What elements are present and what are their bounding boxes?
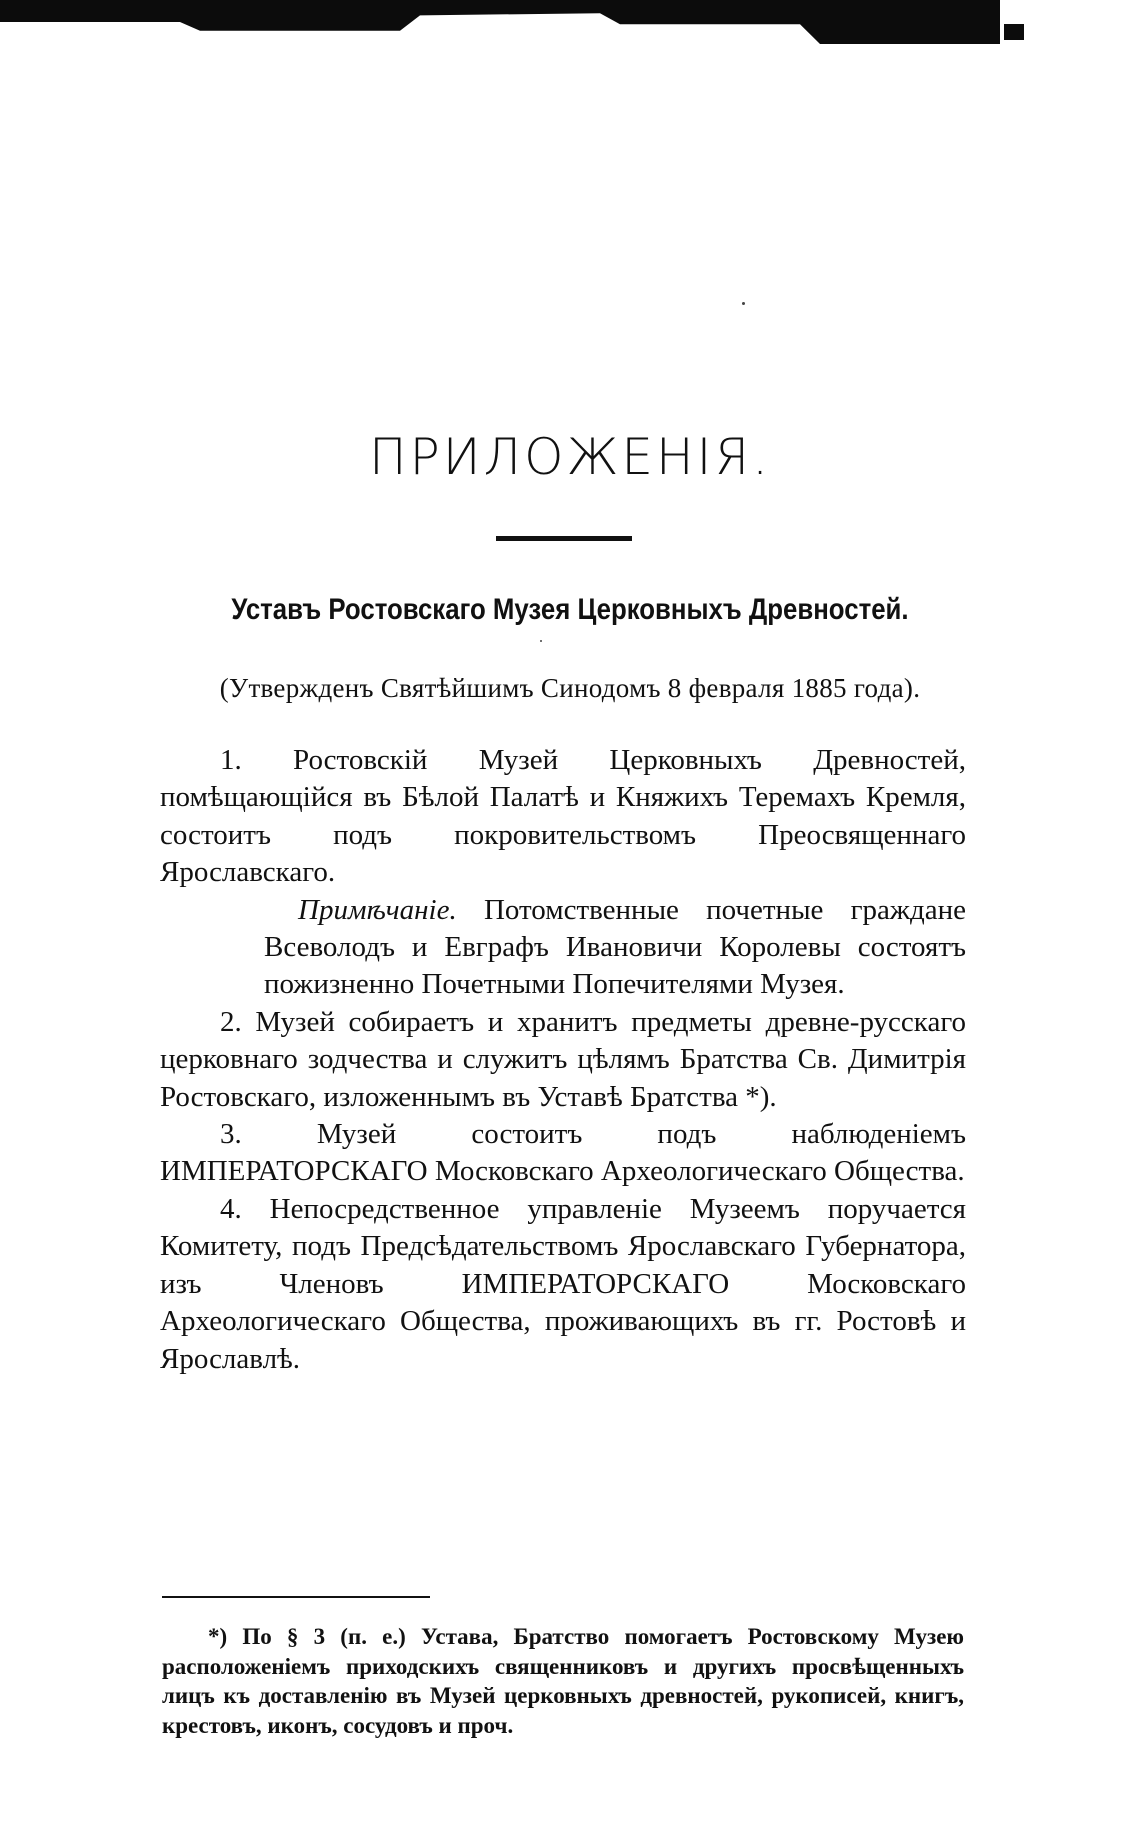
scan-artifact-mark	[1004, 24, 1024, 40]
paragraph-1: 1. Ростовскій Музей Церковныхъ Древностей, помѣщающійся въ Бѣлой Палатѣ и Княжихъ Теремахъ Кремля, состоитъ подъ покровительствомъ Преосвященнаго Ярославскаго.	[160, 744, 966, 889]
note-text: Потомственные почетные граждане Всеволодъ и Евграфъ Ивановичи Королевы состоятъ пожизненно Почетными Попечителями Музея.	[264, 893, 966, 1001]
paragraph-2: 2. Музей собираетъ и хранитъ предметы древне-русскаго церковнаго зодчества и служитъ цѣлямъ Братства Св. Димитрія Ростовскаго, изложеннымъ въ Уставѣ Братства *).	[160, 1005, 966, 1113]
scan-speck	[742, 302, 745, 305]
paragraph-4: 4. Непосредственное управленіе Музеемъ поручается Комитету, подъ Предсѣдательствомъ Ярославскаго Губернатора, изъ Членовъ ИМПЕРАТОРСКАГО Московскаго Археологическаго Общества, проживающихъ въ гг. Ростовѣ и Ярославлѣ.	[160, 1192, 966, 1375]
footnote: *) По § 3 (п. е.) Устава, Братство помогаетъ Ростовскому Музею расположеніемъ приходскихъ священниковъ и другихъ просвѣщенныхъ лицъ къ доставленію въ Музей церковныхъ древностей, рукописей, книгъ, крестовъ, иконъ, сосудовъ и проч.	[162, 1624, 964, 1738]
title-divider	[496, 536, 632, 541]
main-title: ПРИЛОЖЕНІЯ.	[369, 428, 771, 486]
scan-speck	[540, 640, 542, 642]
approval-note: (Утвержденъ Святѣйшимъ Синодомъ 8 февраля 1885 года).	[219, 673, 921, 703]
scan-artifact-band	[0, 0, 1000, 44]
footnote-divider	[162, 1596, 430, 1598]
statute-title: Уставъ Ростовскаго Музея Церковныхъ Древностей.	[231, 593, 909, 626]
note-label: Примѣчаніе.	[298, 893, 457, 926]
note-paragraph	[264, 892, 966, 1004]
statute-body	[160, 742, 966, 1378]
paragraph-3: 3. Музей состоитъ подъ наблюденіемъ ИМПЕРАТОРСКАГО Московскаго Археологическаго Общества.	[160, 1118, 966, 1188]
